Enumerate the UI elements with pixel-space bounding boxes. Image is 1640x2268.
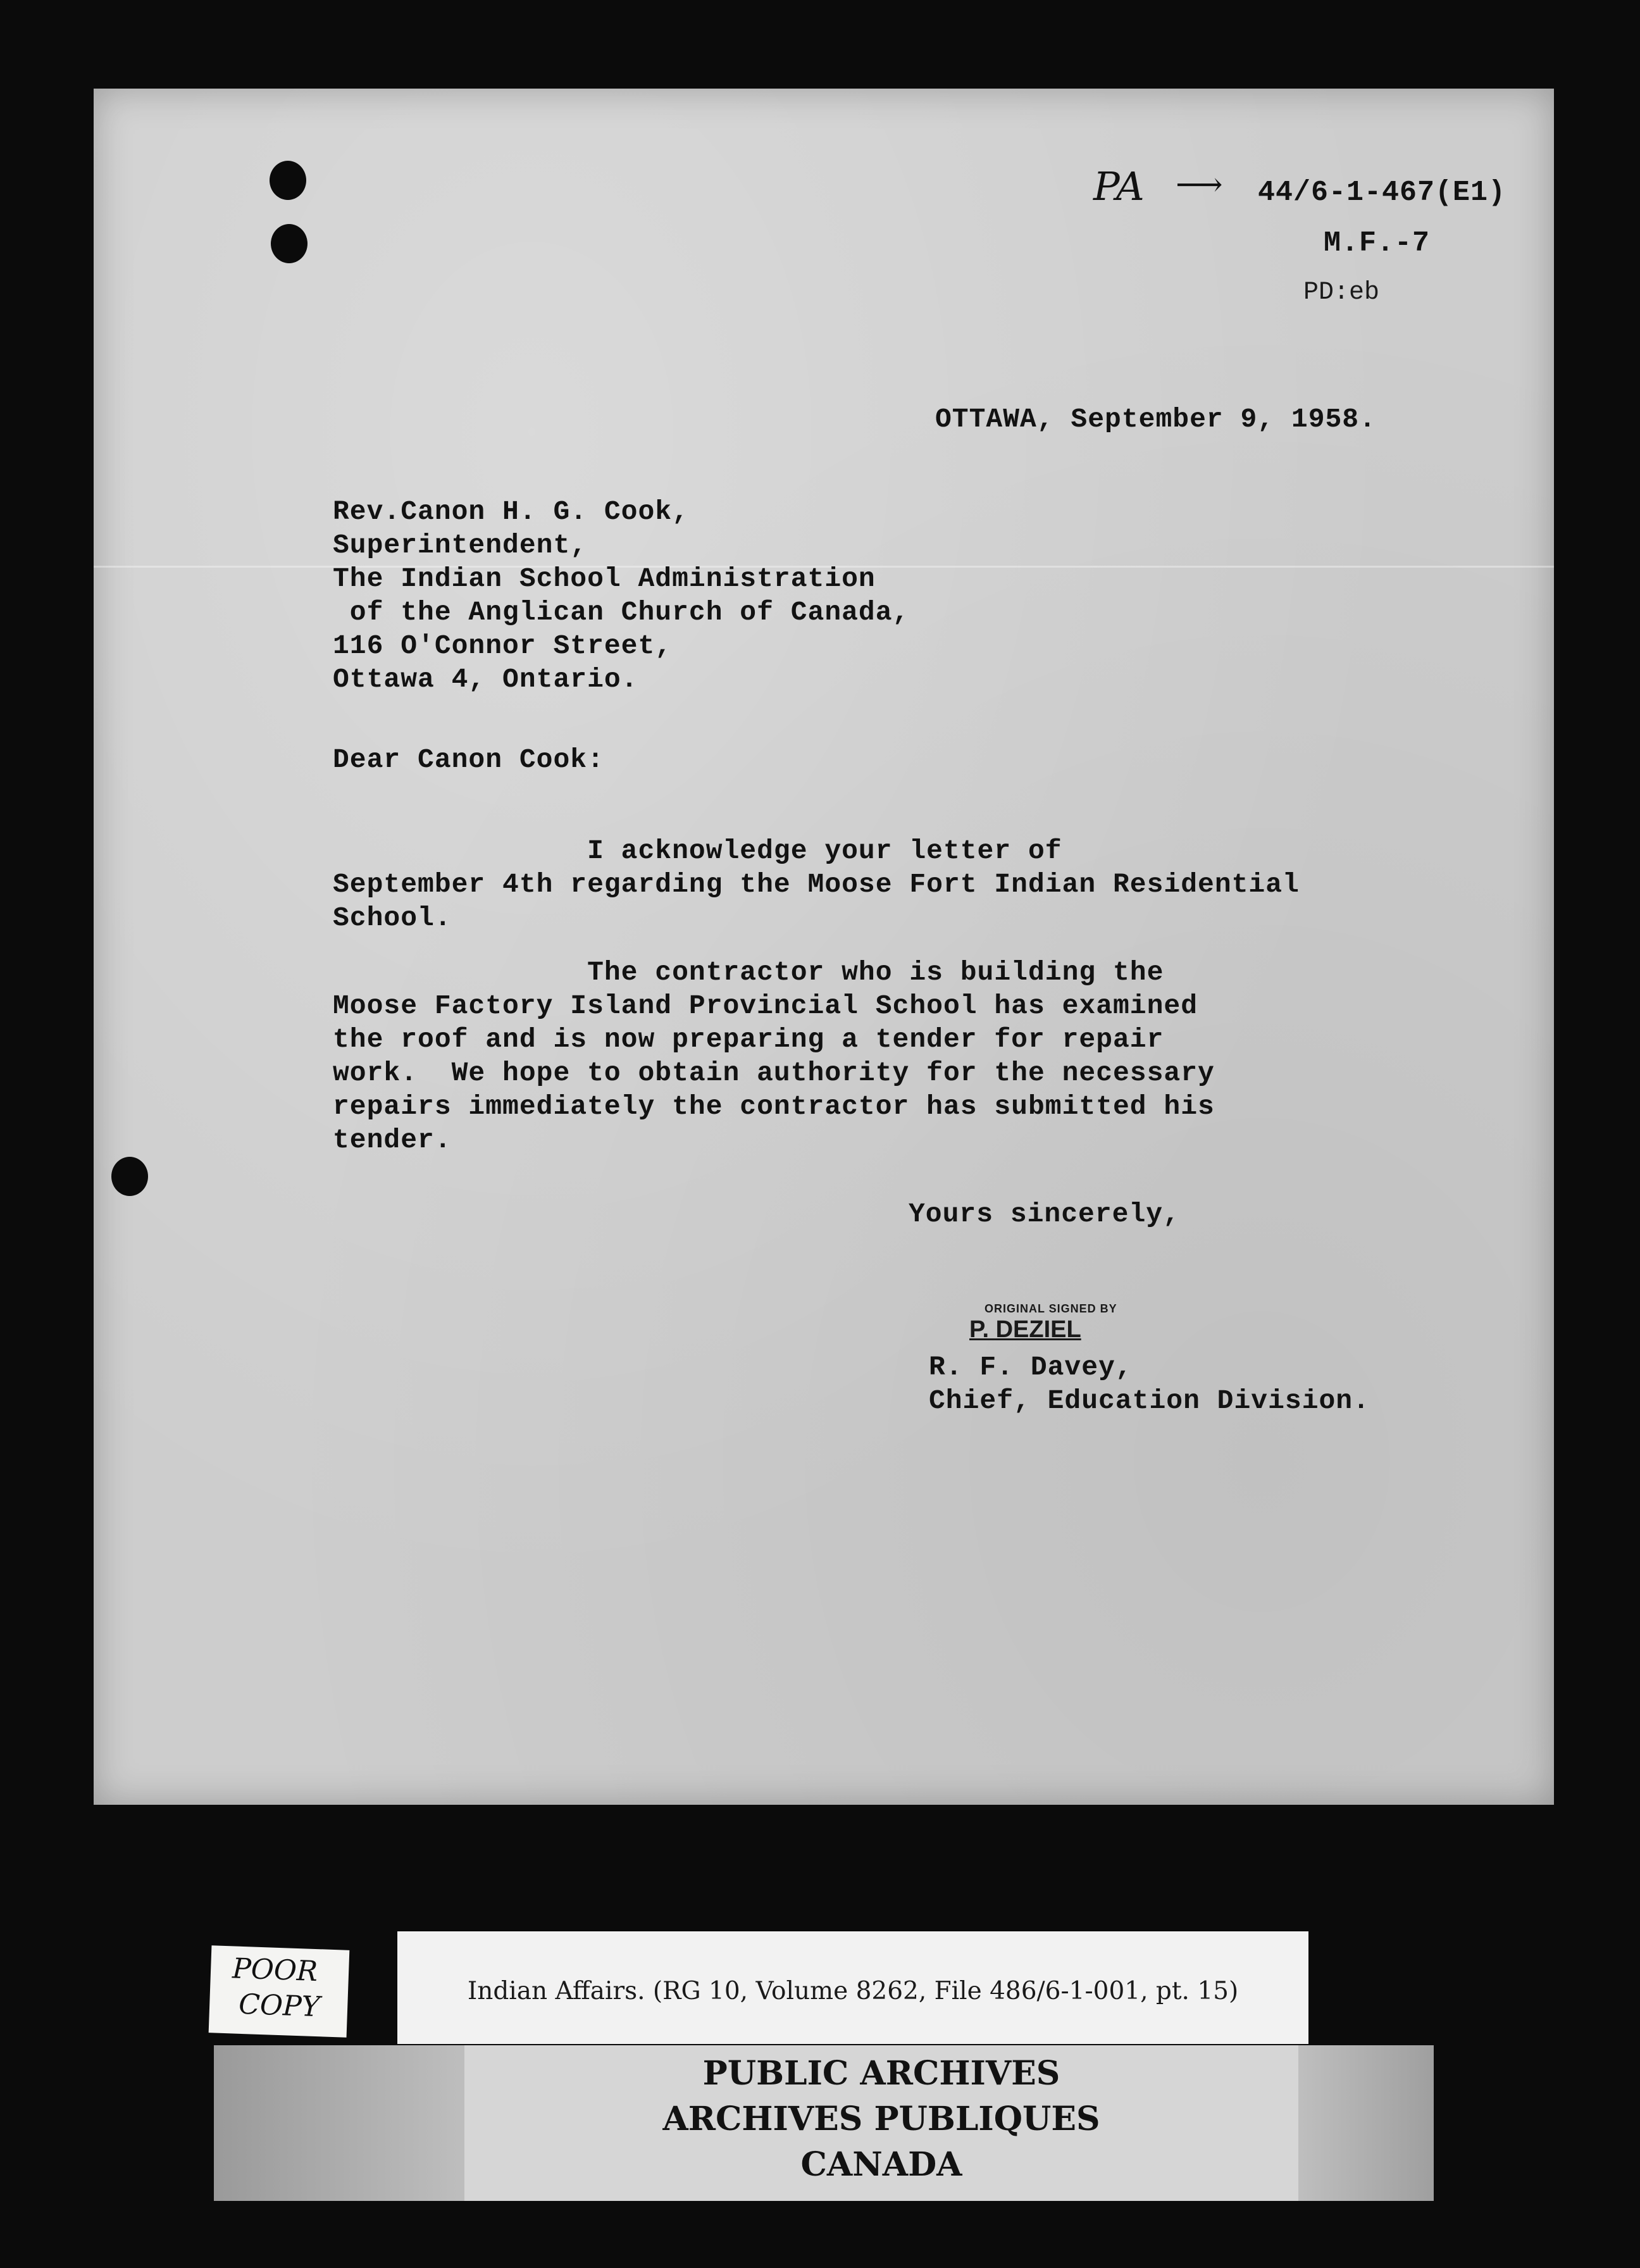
- archival-reference-text: Indian Affairs. (RG 10, Volume 8262, File 486/6-1-001, pt. 15): [467, 1977, 1239, 2005]
- paragraph-line: work. We hope to obtain authority for the necessary: [333, 1057, 1215, 1088]
- paragraph-line: tender.: [333, 1125, 452, 1156]
- paragraph-line: September 4th regarding the Moose Fort Indian Residential: [333, 869, 1300, 900]
- arrow-icon: ⟶: [1176, 166, 1223, 204]
- punch-hole-left: [111, 1157, 148, 1196]
- stamp-caption: ORIGINAL SIGNED BY: [985, 1302, 1117, 1315]
- archive-stamp-line: CANADA: [800, 2145, 962, 2184]
- address-line: Ottawa 4, Ontario.: [333, 664, 638, 695]
- address-line: of the Anglican Church of Canada,: [333, 597, 910, 628]
- address-line: Rev.Canon H. G. Cook,: [333, 496, 689, 527]
- address-line: The Indian School Administration: [333, 563, 876, 594]
- signatory-title: Chief, Education Division.: [929, 1385, 1370, 1416]
- address-line: 116 O'Connor Street,: [333, 630, 673, 661]
- signatory-name: R. F. Davey,: [929, 1352, 1133, 1383]
- archival-reference-label: [397, 1931, 1308, 2044]
- archive-stamp: [464, 2045, 1298, 2201]
- punch-hole-top: [270, 161, 306, 200]
- date-line: OTTAWA, September 9, 1958.: [935, 404, 1376, 435]
- poor-copy-line: COPY: [238, 1988, 321, 2024]
- address-line: Superintendent,: [333, 530, 588, 561]
- handwritten-file-prefix: PA: [1093, 163, 1145, 209]
- paragraph-line: I acknowledge your letter of: [333, 835, 1062, 866]
- file-reference-number: 44/6-1-467(E1): [1258, 177, 1506, 209]
- poor-copy-note: [209, 1945, 350, 2038]
- salutation: Dear Canon Cook:: [333, 744, 604, 775]
- archive-stamp-strip: [214, 2045, 1434, 2201]
- paragraph-line: The contractor who is building the: [333, 957, 1164, 988]
- punch-hole-second: [271, 224, 308, 263]
- paragraph-line: repairs immediately the contractor has submitted his: [333, 1091, 1215, 1122]
- closing: Yours sincerely,: [909, 1199, 1180, 1230]
- poor-copy-line: POOR: [232, 1952, 318, 1988]
- paragraph-line: the roof and is now preparing a tender for repair: [333, 1024, 1164, 1055]
- letter-page: [94, 89, 1554, 1805]
- archive-stamp-line: PUBLIC ARCHIVES: [702, 2054, 1060, 2093]
- typist-initials: PD:eb: [1303, 278, 1380, 307]
- archive-stamp-line: ARCHIVES PUBLIQUES: [662, 2100, 1100, 2138]
- mf-reference: M.F.-7: [1324, 227, 1431, 259]
- paragraph-line: Moose Factory Island Provincial School has examined: [333, 990, 1198, 1021]
- paragraph-line: School.: [333, 902, 452, 933]
- stamp-signer-name: P. DEZIEL: [969, 1316, 1081, 1343]
